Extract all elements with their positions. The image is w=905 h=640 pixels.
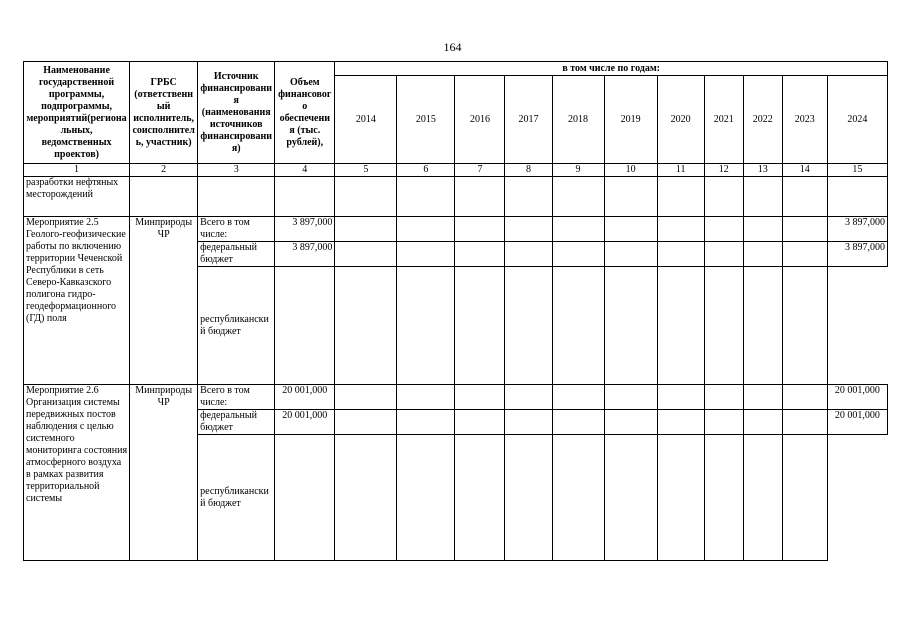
col-number: 6 [397, 164, 455, 177]
federal-2024: 3 897,000 [827, 242, 887, 267]
col-number: 10 [604, 164, 657, 177]
col-number: 12 [704, 164, 743, 177]
col-number: 14 [782, 164, 827, 177]
measure-2-6-name: Мероприятие 2.6 Организация системы передвижных постов наблюдения с целью системного мониторинга состояния атмосферного воздуха в рамках развития территориальной системы [24, 385, 130, 561]
measure-2-5-grbs: Минприроды ЧР [130, 217, 198, 385]
year-2021: 2021 [704, 76, 743, 164]
measure-2-6-grbs: Минприроды ЧР [130, 385, 198, 561]
header-source: Источник финансирования (наименования источников финансирования) [198, 62, 275, 164]
federal-amount: 3 897,000 [275, 242, 335, 267]
source-federal: федеральный бюджет [198, 410, 275, 435]
year-2014: 2014 [335, 76, 397, 164]
federal-amount: 20 001,000 [275, 410, 335, 435]
column-numbers-row [24, 164, 888, 177]
col-number: 5 [335, 164, 397, 177]
total-2024: 3 897,000 [827, 217, 887, 242]
year-2017: 2017 [505, 76, 552, 164]
col-number: 15 [827, 164, 887, 177]
source-republic: республиканский бюджет [198, 435, 275, 561]
year-2015: 2015 [397, 76, 455, 164]
col-number: 9 [552, 164, 604, 177]
source-total: Всего в том числе: [198, 385, 275, 410]
total-amount: 20 001,000 [275, 385, 335, 410]
col-number: 7 [455, 164, 505, 177]
header-grbs: ГРБС (ответственный исполнитель, соисполнитель, участник) [130, 62, 198, 164]
page-number: 164 [443, 40, 462, 54]
federal-2024: 20 001,000 [827, 410, 887, 435]
header-row-1 [24, 62, 888, 76]
year-2019: 2019 [604, 76, 657, 164]
year-2023: 2023 [782, 76, 827, 164]
year-2022: 2022 [743, 76, 782, 164]
header-program-name: Наименование государственной программы, подпрограммы, мероприятий(региональных, ведомственных проектов) [24, 62, 130, 164]
col-number: 8 [505, 164, 552, 177]
col-number: 3 [198, 164, 275, 177]
col-number: 4 [275, 164, 335, 177]
year-2020: 2020 [657, 76, 704, 164]
year-2018: 2018 [552, 76, 604, 164]
table-row [24, 385, 888, 410]
total-2024: 20 001,000 [827, 385, 887, 410]
table-row [24, 177, 888, 217]
total-amount: 3 897,000 [275, 217, 335, 242]
source-total: Всего в том числе: [198, 217, 275, 242]
source-republic: республиканский бюджет [198, 267, 275, 385]
continued-measure-name: разработки нефтяных месторождений [24, 177, 130, 217]
col-number: 1 [24, 164, 130, 177]
col-number: 13 [743, 164, 782, 177]
col-number: 2 [130, 164, 198, 177]
year-2016: 2016 [455, 76, 505, 164]
table-row [24, 217, 888, 242]
measure-2-5-name: Мероприятие 2.5 Геолого-геофизические работы по включению территории Чеченской Республики в сеть Северо-Кавказского полигона гидро-геодеформационного (ГД) поля [24, 217, 130, 385]
header-years-group: в том числе по годам: [335, 62, 888, 76]
header-volume: Объем финансового обеспечения (тыс. рублей), [275, 62, 335, 164]
col-number: 11 [657, 164, 704, 177]
year-2024: 2024 [827, 76, 887, 164]
financing-table [23, 61, 888, 561]
source-federal: федеральный бюджет [198, 242, 275, 267]
